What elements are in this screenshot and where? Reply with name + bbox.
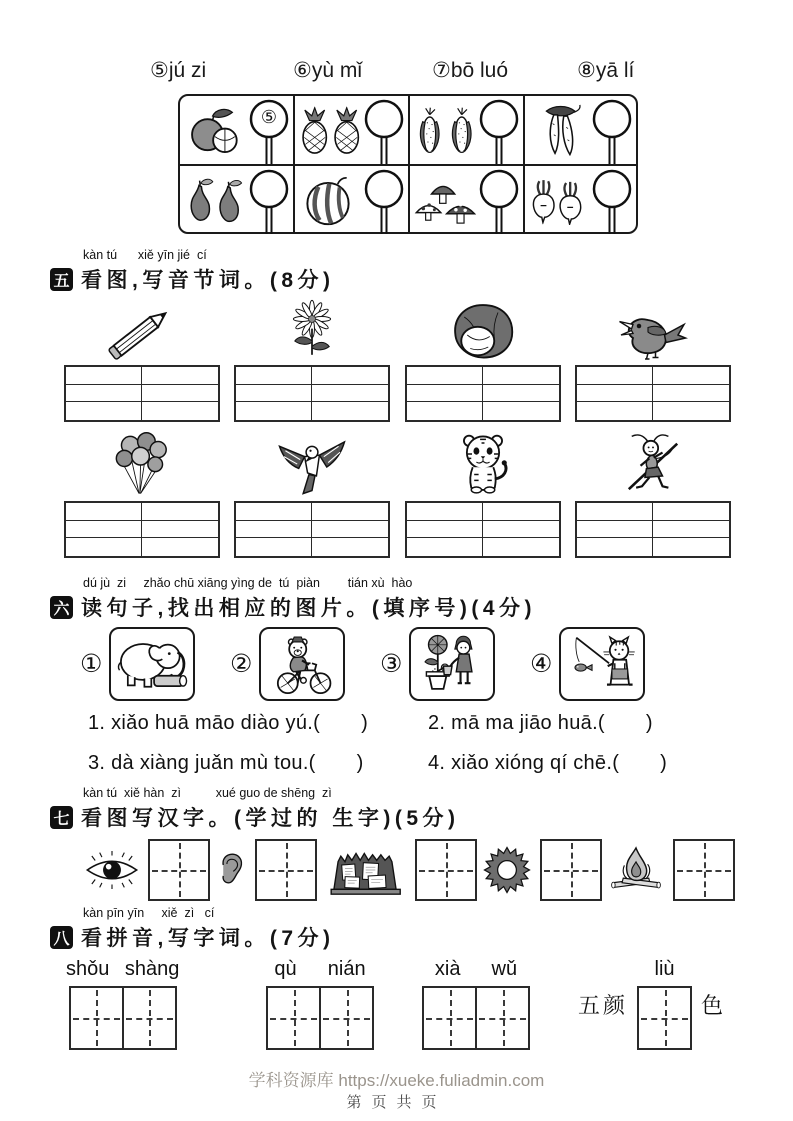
picture-number: ③ bbox=[380, 650, 403, 678]
word-writing-grid bbox=[69, 986, 177, 1050]
hanzi-item bbox=[84, 839, 210, 901]
word-item-1 bbox=[66, 958, 179, 1050]
picture-item-1 bbox=[80, 626, 195, 702]
sentence-2: 2. mā ma jiāo huā.( ) bbox=[428, 712, 653, 734]
section6-number-badge: 六 bbox=[50, 596, 73, 619]
tiger-image bbox=[448, 432, 518, 498]
picture-box bbox=[109, 627, 195, 701]
picture-number: ④ bbox=[530, 650, 553, 678]
pinyin-item bbox=[64, 432, 220, 558]
idiom-pinyin: liù bbox=[654, 958, 675, 980]
pinyin-item bbox=[405, 432, 561, 558]
option-label-6: ⑥yù mǐ bbox=[293, 59, 362, 82]
watering-flowers-image bbox=[416, 632, 488, 696]
pineapples-image bbox=[299, 102, 363, 160]
chrysanthemum-image bbox=[281, 298, 343, 362]
section6-title: 读句子,找出相应的图片。(填序号)(4分) bbox=[81, 597, 536, 620]
picture-number: ① bbox=[80, 650, 103, 678]
pinyin-item bbox=[234, 296, 390, 422]
table-cell bbox=[293, 164, 408, 234]
idiom-suffix: 色 bbox=[701, 992, 727, 1018]
table-cell bbox=[180, 96, 293, 164]
lollipop-circle-icon bbox=[478, 168, 520, 234]
answer-circle bbox=[363, 168, 405, 234]
idiom-prefix: 五颜 bbox=[578, 992, 629, 1018]
picture-box bbox=[559, 627, 645, 701]
section5-row1 bbox=[64, 296, 731, 422]
sun-image bbox=[482, 845, 532, 895]
pinyin-writing-grid bbox=[64, 365, 220, 422]
pinyin-item bbox=[575, 432, 731, 558]
watermark-text: 学科资源库 https://xueke.fuliadmin.com bbox=[248, 1071, 545, 1090]
picture-item-4 bbox=[530, 626, 645, 702]
cat-fishing-image bbox=[566, 632, 638, 696]
answer-circle bbox=[363, 98, 405, 164]
lollipop-circle-icon bbox=[248, 168, 290, 234]
section8-title: 看拼音,写字词。(7分) bbox=[81, 927, 335, 950]
hanzi-writing-grid bbox=[673, 839, 735, 901]
hanzi-writing-grid bbox=[540, 839, 602, 901]
pinyin-writing-grid bbox=[234, 365, 390, 422]
page-info: 第页共页 bbox=[346, 1094, 447, 1111]
pears-image bbox=[184, 176, 244, 226]
books-image bbox=[323, 841, 407, 899]
section6-pinyin: dú jù zi zhǎo chū xiāng yìng de tú piàn tián xù hào bbox=[83, 576, 413, 590]
section8-pinyin: kàn pīn yīn xiě zì cí bbox=[83, 906, 215, 920]
cucumbers-image bbox=[529, 102, 591, 160]
section5-pinyin: kàn tú xiě yīn jié cí bbox=[83, 248, 207, 262]
watermelon-image bbox=[299, 173, 357, 229]
tangerines-image bbox=[184, 103, 246, 159]
corn-image bbox=[414, 102, 478, 160]
section7-row bbox=[84, 836, 735, 904]
option-label-7: ⑦bō luó bbox=[432, 59, 509, 82]
hanzi-item bbox=[215, 839, 317, 901]
table-cell bbox=[293, 96, 408, 164]
magpie-image bbox=[268, 436, 356, 498]
section5-title: 看图,写音节词。(8分) bbox=[81, 269, 335, 292]
matching-table bbox=[178, 94, 638, 234]
ear-image bbox=[215, 843, 247, 897]
lollipop-circle-icon bbox=[478, 98, 520, 164]
pinyin-writing-grid bbox=[405, 501, 561, 558]
word-pinyin: qù nián bbox=[274, 958, 366, 980]
hanzi-item bbox=[323, 839, 477, 901]
section5-number-badge: 五 bbox=[50, 268, 73, 291]
pinyin-item bbox=[405, 296, 561, 422]
answer-circle bbox=[478, 168, 520, 234]
idiom-item bbox=[578, 958, 726, 1050]
section7-number-badge: 七 bbox=[50, 806, 73, 829]
hanzi-item bbox=[482, 839, 602, 901]
campfire-image bbox=[607, 844, 665, 896]
section7-title: 看图写汉字。(学过的 生字)(5分) bbox=[81, 807, 460, 830]
section6-header bbox=[50, 576, 536, 622]
crow-image bbox=[605, 302, 700, 362]
table-cell bbox=[523, 164, 636, 234]
word-writing-grid bbox=[422, 986, 530, 1050]
bear-bicycle-image bbox=[266, 632, 338, 696]
table-cell bbox=[408, 164, 523, 234]
section8-header bbox=[50, 906, 335, 952]
radishes-image bbox=[529, 177, 587, 225]
lollipop-circle-icon bbox=[591, 168, 633, 234]
answer-circle bbox=[248, 168, 290, 234]
table-cell bbox=[180, 164, 293, 234]
sentence-4: 4. xiǎo xióng qí chē.( ) bbox=[428, 752, 668, 774]
pinyin-writing-grid bbox=[575, 365, 731, 422]
sentence-1: 1. xiǎo huā māo diào yú.( ) bbox=[88, 712, 369, 734]
word-item-3 bbox=[422, 958, 530, 1050]
word-writing-grid bbox=[266, 986, 374, 1050]
table-cell bbox=[408, 96, 523, 164]
section7-header bbox=[50, 786, 460, 832]
pinyin-item bbox=[234, 432, 390, 558]
picture-number: ② bbox=[230, 650, 253, 678]
option-label-8: ⑧yā lí bbox=[577, 59, 635, 82]
pinyin-item bbox=[575, 296, 731, 422]
balloons-image bbox=[112, 432, 172, 498]
answer-circle bbox=[591, 98, 633, 164]
pinyin-writing-grid bbox=[405, 365, 561, 422]
sentence-3: 3. dà xiàng juǎn mù tou.( ) bbox=[88, 752, 364, 774]
elephant-log-image bbox=[114, 632, 190, 696]
table-cell bbox=[523, 96, 636, 164]
cabbage-image bbox=[447, 302, 519, 362]
pinyin-writing-grid bbox=[64, 501, 220, 558]
pinyin-writing-grid bbox=[234, 501, 390, 558]
pinyin-item bbox=[64, 296, 220, 422]
answer-circle bbox=[248, 98, 290, 164]
word-pinyin: shǒu shàng bbox=[66, 958, 180, 980]
pinyin-writing-grid bbox=[575, 501, 731, 558]
picture-item-2 bbox=[230, 626, 345, 702]
word-pinyin: xià wǔ bbox=[434, 958, 518, 980]
answer-circle bbox=[591, 168, 633, 234]
word-item-2 bbox=[266, 958, 374, 1050]
section8-number-badge: 八 bbox=[50, 926, 73, 949]
section5-header bbox=[50, 248, 335, 294]
picture-box bbox=[259, 627, 345, 701]
idiom-writing-grid bbox=[637, 986, 692, 1050]
hanzi-item bbox=[607, 839, 735, 901]
answer-circle bbox=[478, 98, 520, 164]
option-label-5: ⑤jú zi bbox=[150, 59, 207, 82]
section7-pinyin: kàn tú xiě hàn zì xué guo de shēng zì bbox=[83, 786, 332, 800]
hanzi-writing-grid bbox=[255, 839, 317, 901]
section5-row2 bbox=[64, 432, 731, 558]
hanzi-writing-grid bbox=[415, 839, 477, 901]
mushrooms-image bbox=[414, 174, 478, 228]
picture-box bbox=[409, 627, 495, 701]
picture-item-3 bbox=[380, 626, 495, 702]
eye-image bbox=[84, 849, 140, 891]
lollipop-circle-icon bbox=[591, 98, 633, 164]
hanzi-writing-grid bbox=[148, 839, 210, 901]
pencil-image bbox=[83, 302, 201, 362]
lollipop-circle-icon bbox=[363, 98, 405, 164]
answer-text: ⑤ bbox=[260, 107, 278, 127]
monkey-king-image bbox=[617, 432, 689, 498]
lollipop-circle-icon bbox=[363, 168, 405, 234]
